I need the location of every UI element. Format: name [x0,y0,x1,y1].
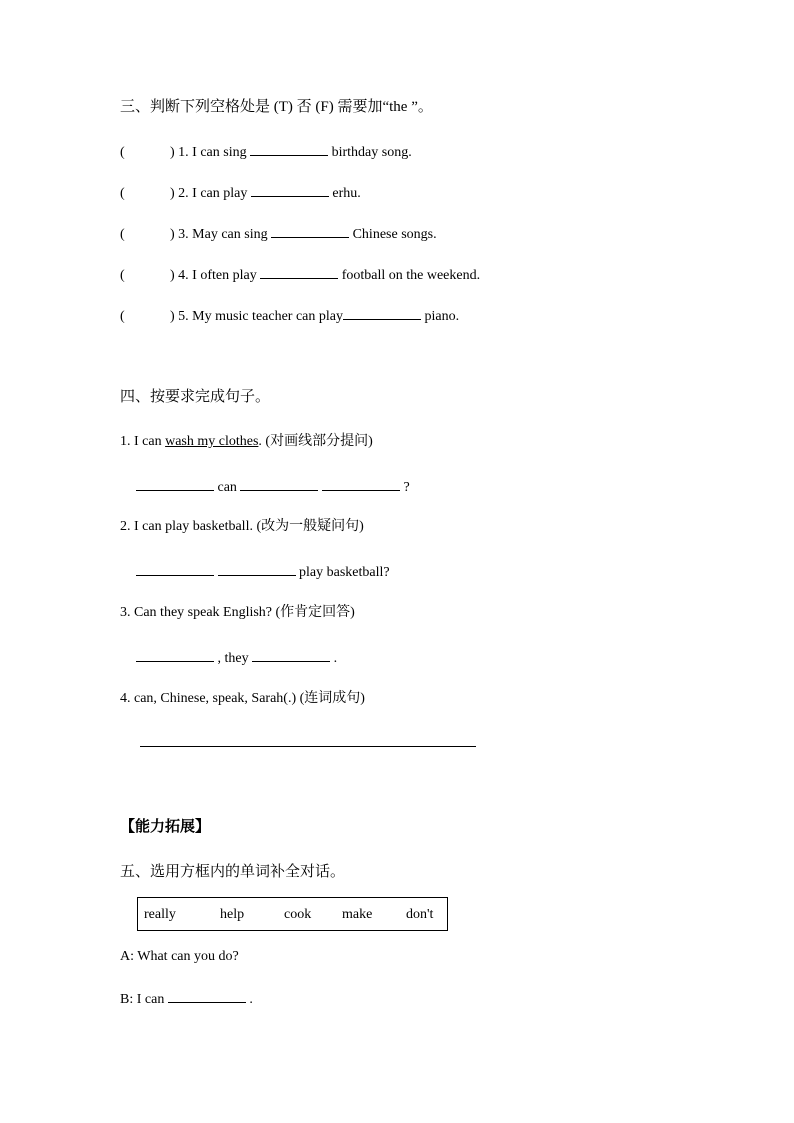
answer-blank[interactable] [271,224,349,238]
answer-blank[interactable] [168,989,246,1003]
section4-q4: 4. can, Chinese, speak, Sarah(.) (连词成句) [120,691,365,706]
item-text: ) 5. My music teacher can play [170,309,343,324]
item-text: ) 1. I can sing [170,145,247,160]
q2-answer-end: play basketball? [299,565,390,580]
q3-answer-end: . [333,651,338,666]
item-text-after: football on the weekend. [341,268,481,283]
item-text: ) 2. I can play [170,186,248,201]
section3-item-4 [120,265,480,285]
answer-blank[interactable] [260,265,338,279]
section3-item-1 [120,142,412,162]
word-option: make [342,907,373,922]
answer-blank[interactable] [136,648,214,662]
section4-q3-answer [136,648,337,668]
item-text-after: birthday song. [331,145,412,160]
answer-blank[interactable] [343,306,421,320]
answer-paren[interactable]: ( [120,186,125,201]
item-text-after: Chinese songs. [352,227,437,242]
dialogue-a: A: What can you do? [120,949,239,964]
dialogue-b-pre: B: I can [120,992,165,1007]
answer-blank[interactable] [240,477,318,491]
q1-post: . (对画线部分提问) [258,434,373,449]
answer-blank[interactable] [252,648,330,662]
answer-paren[interactable]: ( [120,268,125,283]
section3-item-5 [120,306,459,326]
section4-heading: 四、按要求完成句子。 [120,389,271,405]
section4-q3: 3. Can they speak English? (作肯定回答) [120,605,355,620]
item-text-after: erhu. [332,186,361,201]
section3-item-2 [120,183,361,203]
extension-heading: 【能力拓展】 [120,819,211,835]
dialogue-b [120,989,253,1009]
word-option: really [144,907,176,922]
word-option: cook [284,907,312,922]
section3-heading: 三、判断下列空格处是 (T) 否 (F) 需要加“the ”。 [120,99,433,115]
answer-blank[interactable] [322,477,400,491]
section4-q2-answer [136,562,390,582]
answer-paren[interactable]: ( [120,227,125,242]
item-text: ) 4. I often play [170,268,257,283]
word-box [137,897,448,931]
section4-q2: 2. I can play basketball. (改为一般疑问句) [120,519,364,534]
dialogue-b-end: . [249,992,253,1007]
answer-blank[interactable] [251,183,329,197]
q3-answer-mid: , they [217,651,249,666]
word-option: help [220,907,245,922]
section4-q1 [120,433,373,451]
q1-answer-mid: can [217,480,237,495]
section4-q1-answer [136,477,410,497]
answer-paren[interactable]: ( [120,309,125,324]
q1-underlined: wash my clothes [165,434,259,449]
answer-blank[interactable] [136,562,214,576]
section3-item-3 [120,224,437,244]
q1-pre: 1. I can [120,434,166,449]
q4-answer-line[interactable] [140,746,476,747]
q1-answer-end: ? [403,480,410,495]
item-text: ) 3. May can sing [170,227,268,242]
answer-paren[interactable]: ( [120,145,125,160]
section5-heading: 五、选用方框内的单词补全对话。 [120,864,346,880]
answer-blank[interactable] [218,562,296,576]
item-text-after: piano. [424,309,460,324]
word-option: don't [406,907,434,922]
answer-blank[interactable] [136,477,214,491]
answer-blank[interactable] [250,142,328,156]
